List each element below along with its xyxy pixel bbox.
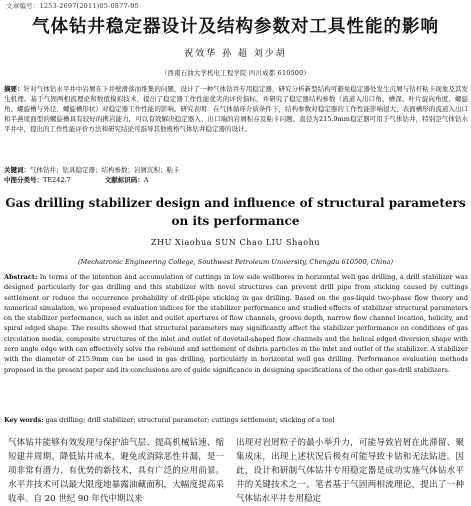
keywords-cn-label: 关键词： (4, 166, 30, 174)
affiliation-cn: （西南石油大学机电工程学院 四川成都 610500） (160, 70, 311, 77)
classification-code: TE242.7 (43, 176, 71, 184)
keywords-cn (4, 166, 468, 175)
paper-title-en (0, 194, 471, 230)
paper-title-en-line1: Gas drilling stabilizer design and influence of structural parameters (5, 196, 466, 210)
affiliation-en: (Mechatronic Engineering College, Southwest Petroleum University, Chengdu 610500, China) (77, 258, 394, 266)
paper-title-en-line2: on its performance (171, 214, 300, 228)
body-column-left: 气体钻井能够有效发现与保护油气层、提高机械钻速、缩短建井周期、降低钻井成本，避免或消除恶性井漏，是一项非常有潜力、有优势的新技术，具有广泛的应用前景。水平井技术可以最大限度地暴露油藏面积，大幅度提高采收率。自 20 世纪 90 年代中期以来 (8, 438, 224, 504)
issn-header: 文章编号：1253-2697(2011)05-0877-05 (6, 2, 139, 10)
keywords-cn-text: 气体钻井；钻具稳定器；结构参数；岩屑沉积；粘卡 (30, 166, 180, 174)
body-column-right: 出现对岩屑粒子的最小举升力，可能导致岩屑在此滞留、聚集成床，出现上述状况后极有可能导致卡钻和无法钻进。因此，设计和研制气体钻井专用稳定器是成功实施气体钻水平井的关键技术之一。笔者基于气固两相流理论，提出了一种气体钻水平井专用稳定 (236, 438, 464, 504)
classification-cn (4, 176, 468, 185)
classification-label: 中图分类号： (4, 176, 43, 184)
doc-code: A (143, 176, 149, 184)
authors-en: ZHU Xiaohua SUN Chao LIU Shaohu (150, 238, 321, 247)
keywords-en (4, 416, 468, 425)
abstract-cn (4, 84, 468, 134)
doc-code-label: 文献标识码： (104, 176, 144, 184)
paper-title-cn: 气体钻井稳定器设计及结构参数对工具性能的影响 (32, 17, 439, 37)
authors-cn: 祝效华 孙 超 刘少胡 (184, 49, 287, 59)
keywords-en-label: Key words: (4, 416, 44, 424)
abstract-en-label: Abstract: (4, 273, 38, 281)
abstract-cn-label: 摘要： (4, 85, 24, 93)
abstract-en (4, 272, 468, 375)
keywords-en-text: gas drilling; drill stabilizer; structural parameter; cuttings settlement; sticking of a tool (45, 416, 335, 424)
abstract-cn-text: 针对气体钻水平井中岩屑在下井壁滑落而堆集的问题，设计了一种气体钻井专用稳定器，研究分析新型结构可避免稳定器处发生沉屑与钻杆粘卡现象及其发生机理。基于气固两相流理论和数值模拟技术，提出了稳定器工作性能优劣的评价指标，并研究了稳定器结构参数（流道入出口角、槽深、叶片旋向角度、螺旋角、螺旋槽与外径、螺旋槽形状）对稳定器工作性能的影响。研究表明：在气体循环介质条件下，结构参数对稳定器的工作性能影响很大，表面槽形的流道入出口和半燕尾面型的螺旋槽具有较好的携岩能力，可以有效解决稳定器入、出口端的岩屑积存及粘卡问题。直径为215.9mm稳定器可用于气体钻井，特别是气体钻水平井中，提出的工作性能评价方法和研究结论可指导其他规格气体钻井稳定器的设计。 (4, 85, 469, 134)
abstract-en-text: In terms of the intention and accumulation of cuttings in low side wellbores in horizontal well gas drilling, a drill stabilizer was designed particularly for gas drilling and this stabilizer with novel structures can prevent drill pipe from sticking caused by cuttings settlement or reduce the occurrence probability of drill-pipe sticking in gas drilling. Based on the gas-liquid two-phase flow theory and numerical simulation, we proposed evaluation indices for the stabilizer performance and studied effects of stabilizer structural parameters on the stabilizer performance, such as inlet and outlet apertures of flow channels, groove depth, narrow flow channel location, helicity, and spiral edged shape. The results showed that structural parameters may significantly affect the stabilizer performance on conditions of gas circulation media, composite structures of the inlet and outlet of dovetail-shaped flow channels and the helical edged diversion shape with zero angle edge with can effectively solve the rebound and settlement of debris particles in the inlet and outlet of the stabilizer. A stabilizer with the diameter of 215.9mm can be used in gas drilling, particularly in horizontal well gas drilling. Performance evaluation methods proposed in the present paper and its conclusions are of guide significance in designing specifications of the other gas-drill stabilizers. (4, 273, 468, 374)
